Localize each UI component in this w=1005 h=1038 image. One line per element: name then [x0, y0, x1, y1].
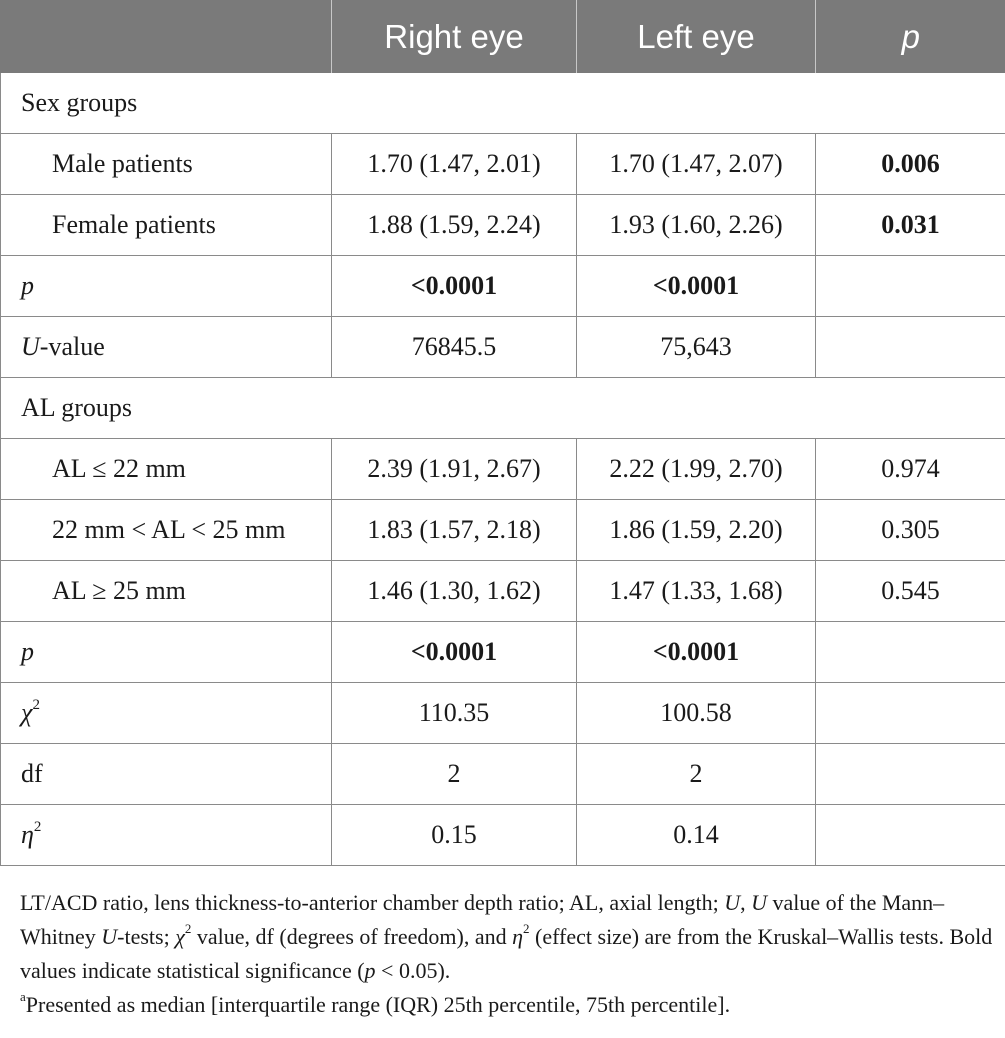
- cell-eta-right: 0.15: [332, 805, 577, 866]
- cell-sex-p-right: <0.0001: [332, 256, 577, 317]
- eta-symbol: η: [21, 820, 34, 849]
- row-label-sex-p: p: [1, 256, 332, 317]
- table-row-al-p: [1, 622, 1005, 683]
- section-row-sex: [1, 73, 1005, 134]
- header-left-eye: Left eye: [577, 0, 816, 73]
- cell-al-p-left: <0.0001: [577, 622, 816, 683]
- table-row-eta: [1, 805, 1005, 866]
- fn-median-text: Presented as median [interquartile range (IQR) 25th percentile, 75th percentile].: [25, 992, 731, 1017]
- header-blank: [1, 0, 332, 73]
- header-row: [1, 0, 1005, 73]
- row-label-al-short: AL ≤ 22 mm: [1, 439, 332, 500]
- u-rest: -value: [39, 332, 105, 361]
- fn-text-c: value of the Mann–Whitney: [20, 890, 945, 949]
- row-label-al-p: p: [1, 622, 332, 683]
- cell-al-p-right: <0.0001: [332, 622, 577, 683]
- row-label-al-long: AL ≥ 25 mm: [1, 561, 332, 622]
- cell-eta-empty: [816, 805, 1005, 866]
- cell-al-p-empty: [816, 622, 1005, 683]
- table-footnotes: [20, 886, 1000, 1022]
- cell-al-long-left: 1.47 (1.33, 1.68): [577, 561, 816, 622]
- cell-df-left: 2: [577, 744, 816, 805]
- section-label-sex: Sex groups: [1, 73, 1005, 134]
- cell-al-long-p: 0.545: [816, 561, 1005, 622]
- row-label-male: Male patients: [1, 134, 332, 195]
- table-row-al-short: [1, 439, 1005, 500]
- cell-sex-p-empty: [816, 256, 1005, 317]
- cell-u-left: 75,643: [577, 317, 816, 378]
- table-row-al-long: [1, 561, 1005, 622]
- cell-u-right: 76845.5: [332, 317, 577, 378]
- cell-al-short-p: 0.974: [816, 439, 1005, 500]
- fn-eta-sup: 2: [523, 920, 530, 936]
- cell-chi-empty: [816, 683, 1005, 744]
- row-label-al-mid: 22 mm < AL < 25 mm: [1, 500, 332, 561]
- footnote-median: [20, 988, 1000, 1022]
- cell-al-mid-right: 1.83 (1.57, 2.18): [332, 500, 577, 561]
- fn-a-sup: a: [20, 988, 26, 1004]
- cell-eta-left: 0.14: [577, 805, 816, 866]
- cell-male-left: 1.70 (1.47, 2.07): [577, 134, 816, 195]
- fn-u2: U: [751, 890, 768, 915]
- row-label-chi: [1, 683, 332, 744]
- fn-text-f: (effect size) are from the Kruskal–Wallis tests. Bold values indicate statistical significance (: [20, 924, 993, 983]
- table-row-female: [1, 195, 1005, 256]
- fn-text-b: ,: [740, 890, 752, 915]
- fn-eta: η: [512, 924, 524, 949]
- cell-female-left: 1.93 (1.60, 2.26): [577, 195, 816, 256]
- row-label-female: Female patients: [1, 195, 332, 256]
- header-right-eye: Right eye: [332, 0, 577, 73]
- cell-al-mid-left: 1.86 (1.59, 2.20): [577, 500, 816, 561]
- cell-male-p: 0.006: [816, 134, 1005, 195]
- table-row-sex-p: [1, 256, 1005, 317]
- cell-chi-left: 100.58: [577, 683, 816, 744]
- u-italic: U: [21, 332, 40, 361]
- row-label-eta: [1, 805, 332, 866]
- cell-male-right: 1.70 (1.47, 2.01): [332, 134, 577, 195]
- fn-chi: χ: [175, 924, 185, 949]
- cell-chi-right: 110.35: [332, 683, 577, 744]
- fn-text-d: -tests;: [117, 924, 176, 949]
- row-label-df: df: [1, 744, 332, 805]
- cell-df-right: 2: [332, 744, 577, 805]
- table-row-male: [1, 134, 1005, 195]
- cell-al-short-left: 2.22 (1.99, 2.70): [577, 439, 816, 500]
- chi-symbol: χ: [21, 698, 33, 727]
- cell-al-long-right: 1.46 (1.30, 1.62): [332, 561, 577, 622]
- cell-al-mid-p: 0.305: [816, 500, 1005, 561]
- section-row-al: [1, 378, 1005, 439]
- cell-df-empty: [816, 744, 1005, 805]
- cell-u-empty: [816, 317, 1005, 378]
- table-row-u-value: [1, 317, 1005, 378]
- fn-text-e: value, df (degrees of freedom), and: [191, 924, 513, 949]
- cell-al-short-right: 2.39 (1.91, 2.67): [332, 439, 577, 500]
- cell-female-right: 1.88 (1.59, 2.24): [332, 195, 577, 256]
- table-row-al-mid: [1, 500, 1005, 561]
- section-label-al: AL groups: [1, 378, 1005, 439]
- fn-text-a: LT/ACD ratio, lens thickness-to-anterior chamber depth ratio; AL, axial length;: [20, 890, 725, 915]
- header-p: p: [816, 0, 1005, 73]
- cell-sex-p-left: <0.0001: [577, 256, 816, 317]
- fn-u1: U: [724, 890, 741, 915]
- table-row-chi: [1, 683, 1005, 744]
- chi-sup: 2: [32, 697, 40, 714]
- cell-female-p: 0.031: [816, 195, 1005, 256]
- fn-u3: U: [101, 924, 118, 949]
- fn-text-g: < 0.05).: [375, 958, 451, 983]
- fn-p: p: [364, 958, 376, 983]
- eta-sup: 2: [33, 819, 42, 836]
- row-label-u-value: [1, 317, 332, 378]
- fn-chi-sup: 2: [184, 920, 192, 936]
- table-row-df: [1, 744, 1005, 805]
- footnote-abbreviations: [20, 886, 1000, 988]
